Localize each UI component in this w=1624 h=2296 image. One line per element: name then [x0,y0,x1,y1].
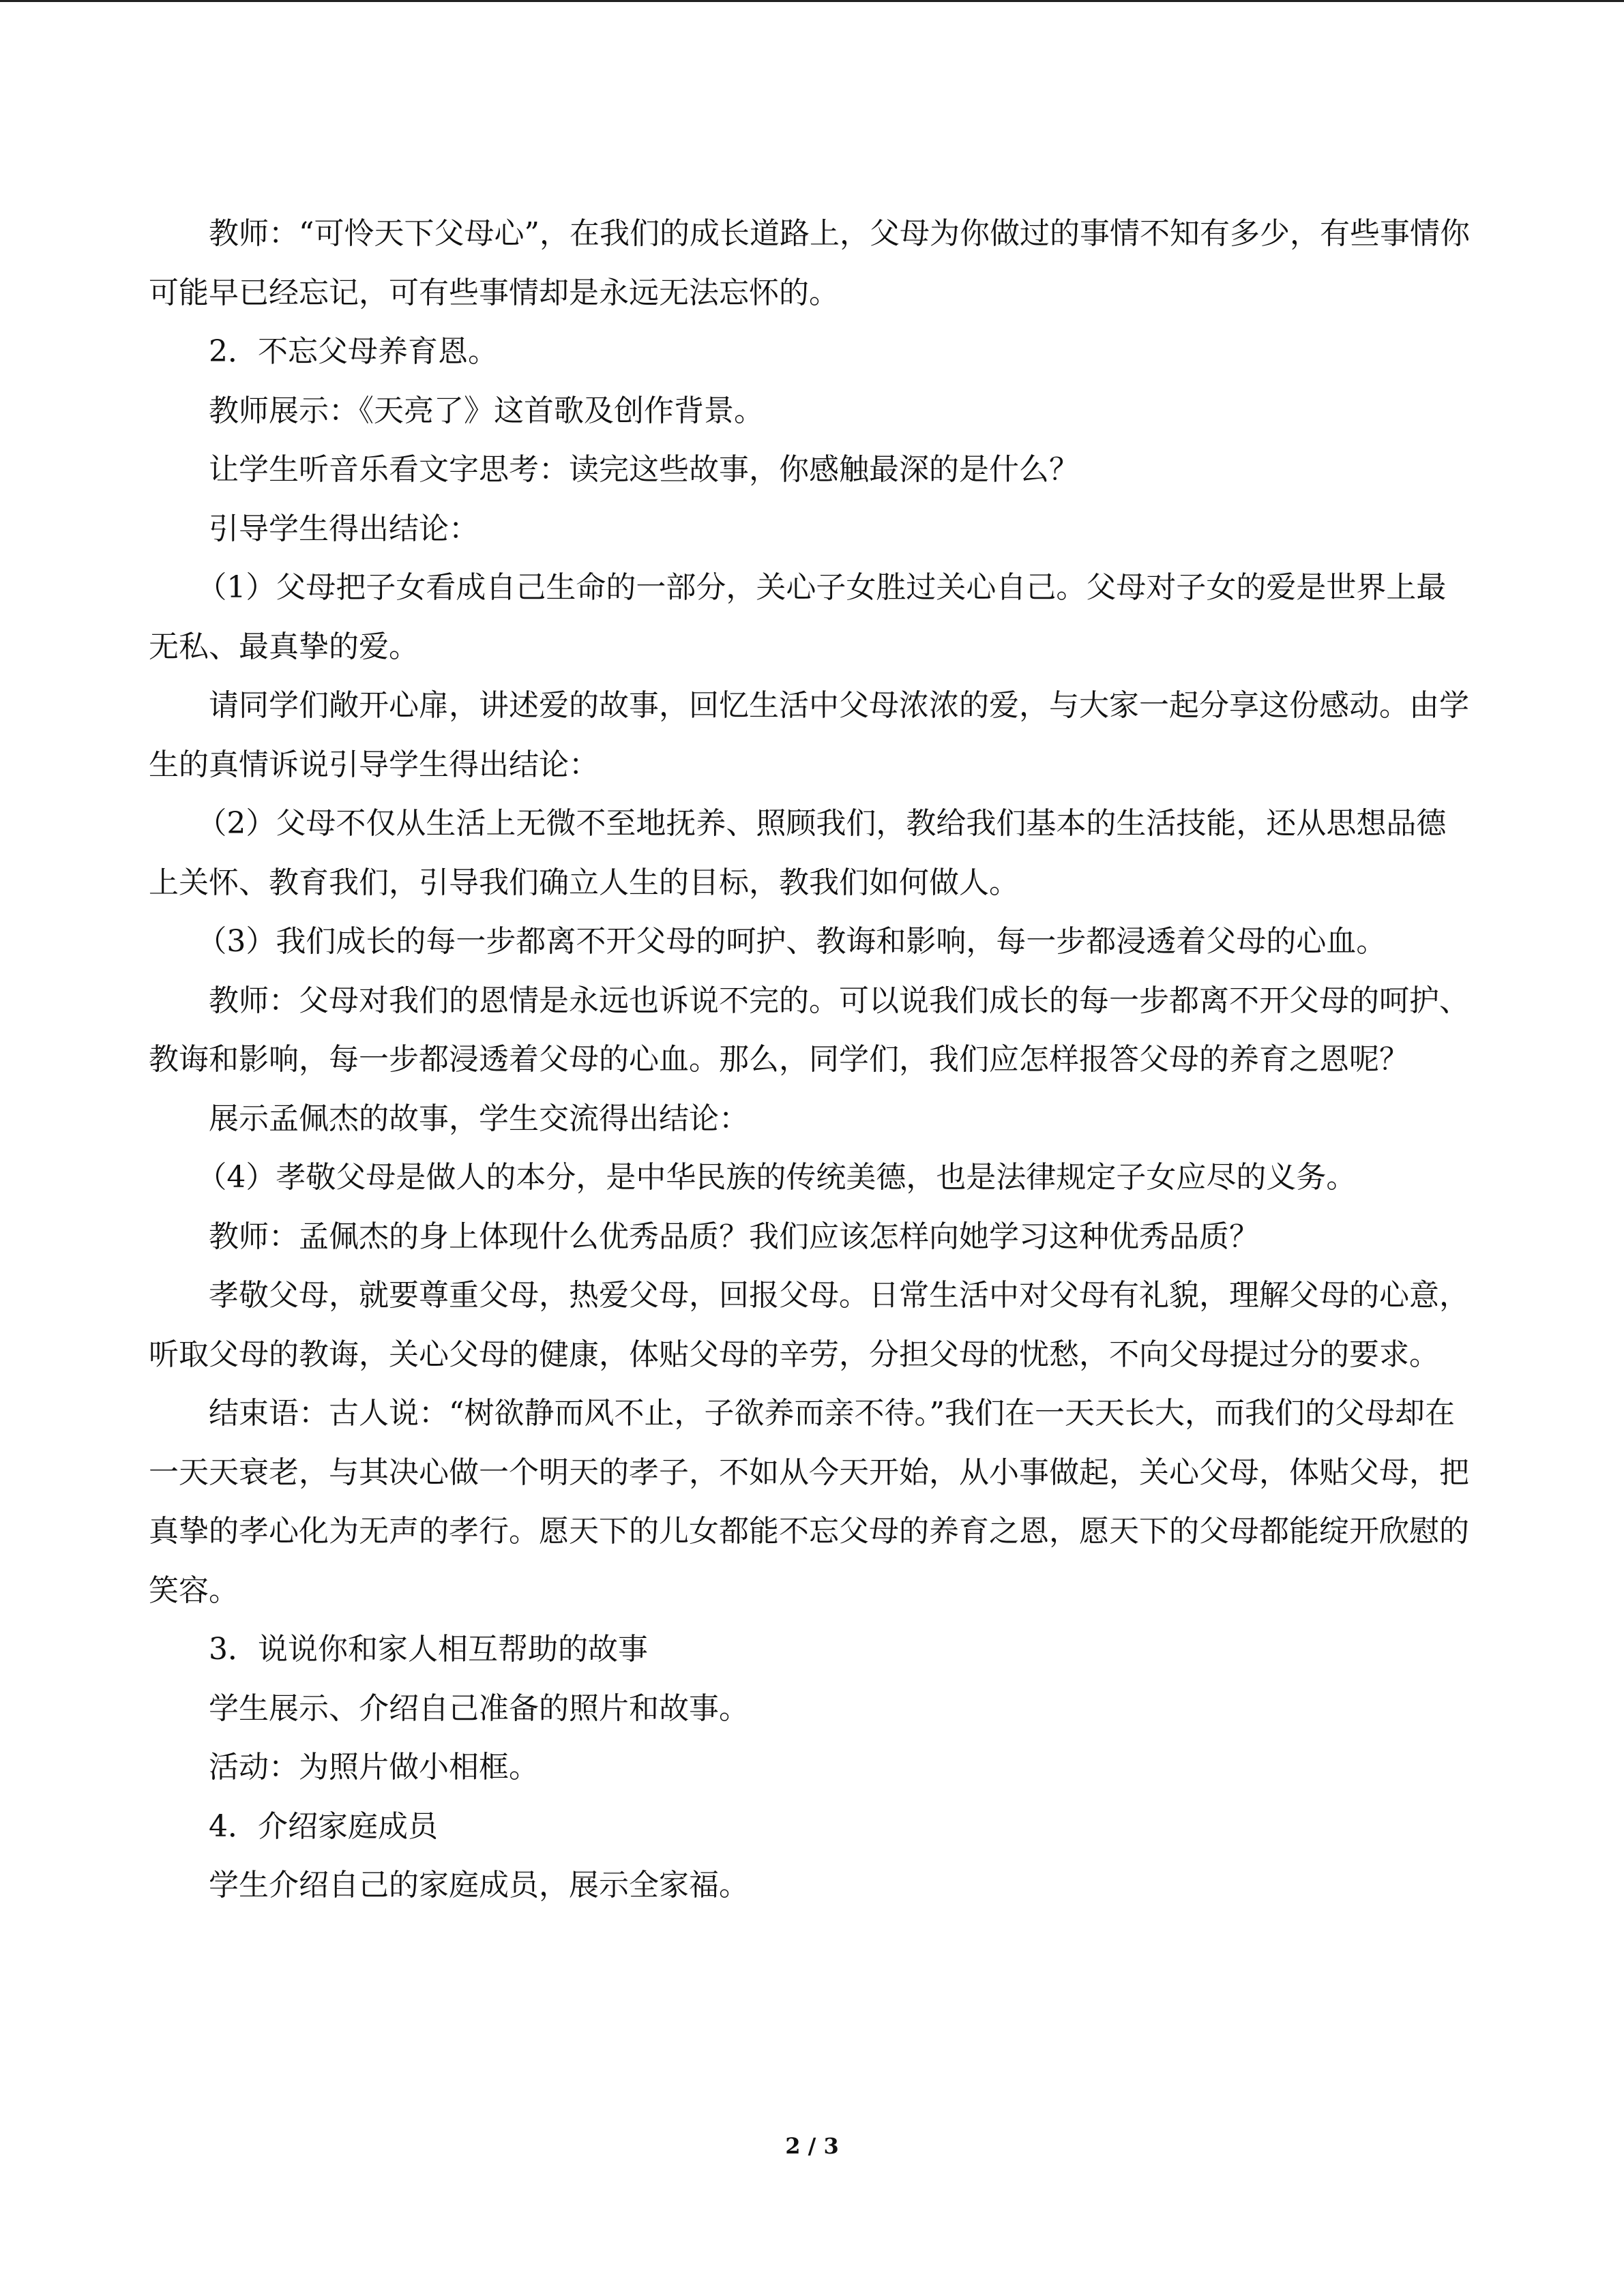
conclusion-1: （1）父母把子女看成自己生命的一部分，关心子女胜过关心自己。父母对子女的爱是世界上最无私、最真挚的爱。 [149,570,1447,664]
paragraph-meng-story: 展示孟佩杰的故事，学生交流得出结论： [209,1101,749,1136]
paragraph-students-listen: 让学生听音乐看文字思考：读完这些故事，你感触最深的是什么？ [209,452,1079,487]
page-number: 2 / 3 [785,2133,839,2159]
top-border-line [0,0,1624,2]
paragraph-teacher-question: 教师：孟佩杰的身上体现什么优秀品质？我们应该怎样向她学习这种优秀品质？ [209,1219,1259,1254]
paragraph-activity-frame: 活动：为照片做小相框。 [209,1750,539,1785]
section-heading-2: 2．不忘父母养育恩。 [209,334,498,369]
conclusion-2: （2）父母不仅从生活上无微不至地抚养、照顾我们，教给我们基本的生活技能，还从思想品德上关怀、教育我们，引导我们确立人生的目标，教我们如何做人。 [149,806,1447,900]
section-heading-3: 3．说说你和家人相互帮助的故事 [209,1632,648,1667]
paragraph-teacher-show-song: 教师展示：《天亮了》这首歌及创作背景。 [209,393,764,428]
section-heading-4: 4．介绍家庭成员 [209,1808,438,1844]
document-body [149,205,1475,1915]
paragraph-teacher-intro: 教师：“可怜天下父母心”，在我们的成长道路上，父母为你做过的事情不知有多少，有些事情你可能早已经忘记，可有些事情却是永远无法忘怀的。 [149,216,1470,310]
paragraph-teacher-gratitude: 教师：父母对我们的恩情是永远也诉说不完的。可以说我们成长的每一步都离不开父母的呵护、教诲和影响，每一步都浸透着父母的心血。那么，同学们，我们应怎样报答父母的养育之恩呢？ [149,983,1469,1077]
paragraph-closing-remarks: 结束语：古人说：“树欲静而风不止，子欲养而亲不待。”我们在一天天长大，而我们的父母却在一天天衰老，与其决心做一个明天的孝子，不如从今天开始，从小事做起，关心父母，体贴父母，把真挚的孝心化为无声的孝行。愿天下的儿女都能不忘父母的养育之恩，愿天下的父母都能绽开欣慰的笑容。 [149,1396,1469,1608]
paragraph-share-stories: 请同学们敞开心扉，讲述爱的故事，回忆生活中父母浓浓的爱，与大家一起分享这份感动。由学生的真情诉说引导学生得出结论： [149,688,1469,782]
paragraph-students-present: 学生展示、介绍自己准备的照片和故事。 [209,1690,749,1726]
conclusion-3: （3）我们成长的每一步都离不开父母的呵护、教诲和影响，每一步都浸透着父母的心血。 [196,924,1387,959]
conclusion-4: （4）孝敬父母是做人的本分，是中华民族的传统美德，也是法律规定子女应尽的义务。 [196,1160,1357,1195]
paragraph-guide-conclusion: 引导学生得出结论： [209,511,479,546]
paragraph-family-photo: 学生介绍自己的家庭成员，展示全家福。 [209,1868,749,1903]
paragraph-filial-piety: 孝敬父母，就要尊重父母，热爱父母，回报父母。日常生活中对父母有礼貌，理解父母的心意，听取父母的教诲，关心父母的健康，体贴父母的辛劳，分担父母的忧愁，不向父母提过分的要求。 [149,1278,1469,1372]
